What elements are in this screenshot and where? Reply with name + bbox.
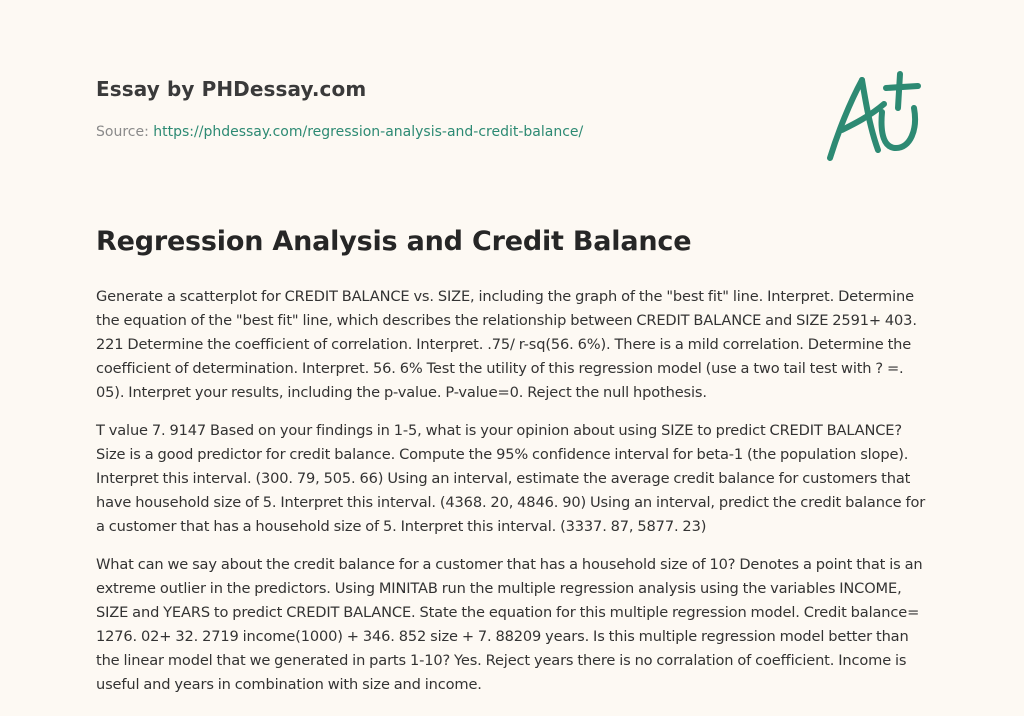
- a-plus-logo-icon: [822, 68, 926, 164]
- essay-body: [96, 285, 932, 711]
- source-line: [96, 124, 583, 140]
- source-link[interactable]: https://phdessay.com/regression-analysis-and-credit-balance/: [153, 124, 584, 140]
- essay-paragraph: T value 7. 9147 Based on your findings in 1-5, what is your opinion about using SIZE to predict CREDIT BALANCE? Size is a good predictor for credit balance. Compute the 95% confidence interval for beta-1 (the population slope). Interpret this interval. (300. 79, 505. 66) Using an interval, estimate the average credit balance for customers that have household size of 5. Interpret this interval. (4368. 20, 4846. 90) Using an interval, predict the credit balance for a customer that has a household size of 5. Interpret this interval. (3337. 87, 5877. 23): [96, 422, 926, 535]
- site-brand-title: Essay by PHDessay.com: [96, 77, 367, 101]
- source-label: Source:: [96, 124, 154, 140]
- essay-paragraph: What can we say about the credit balance for a customer that has a household size of 10? Denotes a point that is an extreme outlier in the predictors. Using MINITAB run the multiple regression analysis using the variables INCOME, SIZE and YEARS to predict CREDIT BALANCE. State the equation for this multiple regression model. Credit balance= 1276. 02+ 32. 2719 income(1000) + 346. 852 size + 7. 88209 years. Is this multiple regression model better than the linear model that we generated in parts 1-10? Yes. Reject years there is no corralation of coefficient. Income is useful and years in combination with size and income.: [96, 556, 923, 693]
- essay-paragraph: Generate a scatterplot for CREDIT BALANCE vs. SIZE, including the graph of the "best fit" line. Interpret. Determine the equation of the "best fit" line, which describes the relationship between CREDIT BALANCE and SIZE 2591+ 403. 221 Determine the coefficient of correlation. Interpret. .75/ r-sq(56. 6%). There is a mild correlation. Determine the coefficient of determination. Interpret. 56. 6% Test the utility of this regression model (use a two tail test with ? =. 05). Interpret your results, including the p-value. P-value=0. Reject the null hpothesis.: [96, 288, 917, 401]
- essay-title: Regression Analysis and Credit Balance: [96, 226, 692, 257]
